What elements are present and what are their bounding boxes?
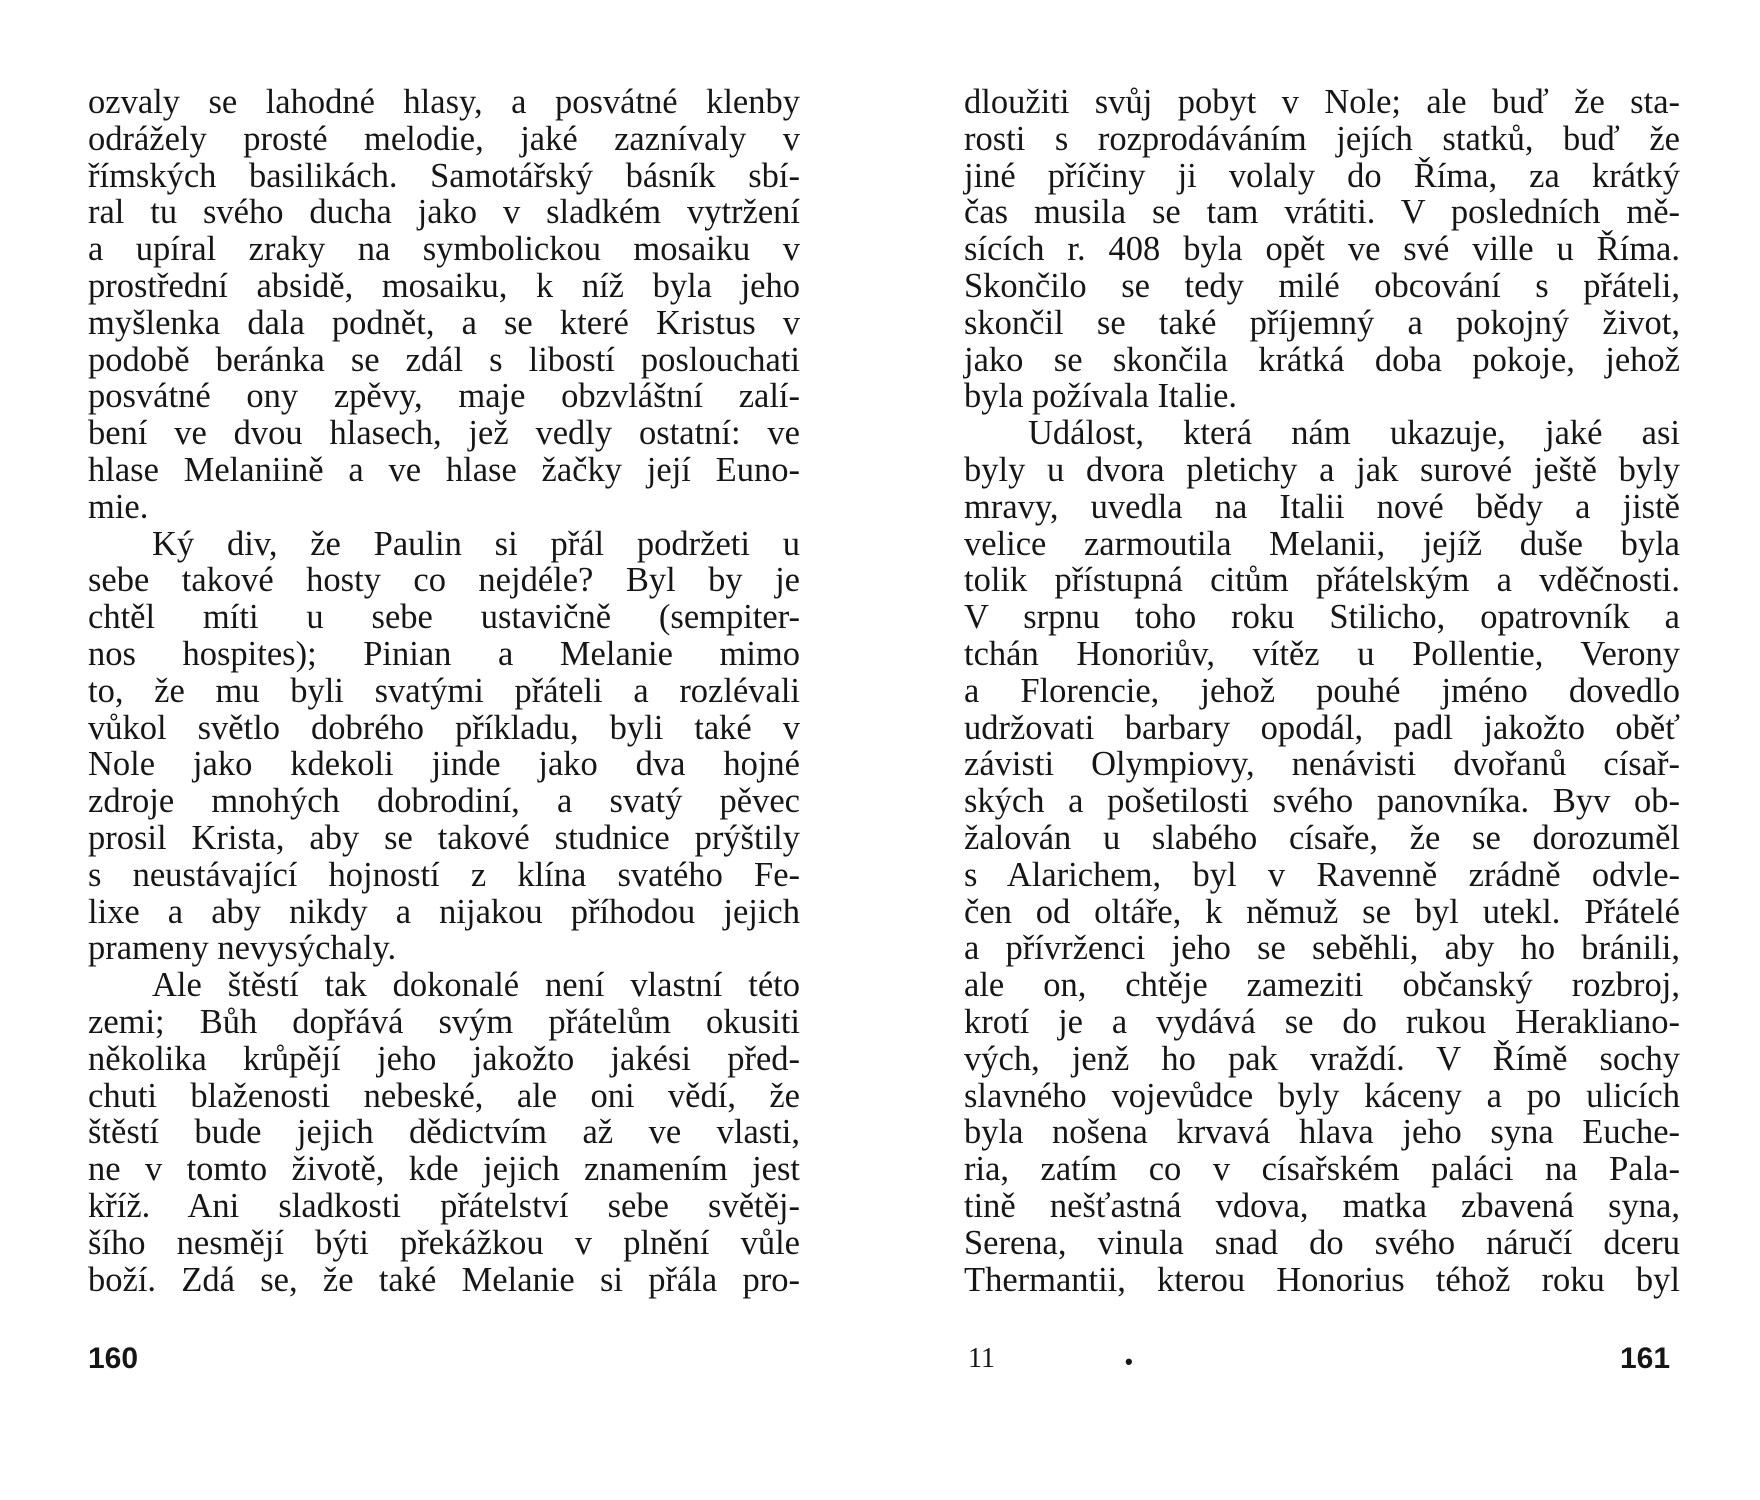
- text-line: V srpnu toho roku Stilicho, opatrovník a: [964, 598, 1680, 637]
- text-line: ozvaly se lahodné hlasy, a posvátné klenby: [88, 83, 800, 121]
- text-line: zemi; Bůh dopřává svým přátelům okusiti: [88, 1002, 800, 1041]
- text-line: štěstí bude jejich dědictvím až ve vlasti,: [88, 1113, 800, 1152]
- text-line: zdroje mnohých dobrodiní, a svatý pěvec: [88, 782, 800, 821]
- text-line: ne v tomto životě, kde jejich znamením jest: [88, 1150, 800, 1189]
- text-line: a přívrženci jeho se seběhli, aby ho bránili,: [964, 929, 1680, 968]
- text-line: sebe takové hosty co nejdéle? Byl by je: [88, 561, 800, 600]
- page-number: 160: [88, 1342, 139, 1375]
- text-line: slavného vojevůdce byly káceny a po ulicích: [964, 1076, 1680, 1115]
- text-line: římských basilikách. Samotářský básník sbí-: [88, 156, 800, 195]
- signature-mark: 11: [968, 1343, 995, 1374]
- text-line: krotí je a vydává se do rukou Herakliano-: [964, 1002, 1680, 1041]
- right-page-text: [964, 84, 1680, 1298]
- text-line: prosil Krista, aby se takové studnice prýštily: [88, 818, 800, 857]
- text-line: dloužiti svůj pobyt v Nole; ale buď že sta-: [964, 83, 1680, 121]
- text-line: bení ve dvou hlasech, jež vedly ostatní: ve: [88, 414, 800, 453]
- text-line: s Alarichem, byl v Ravenně zrádně odvle-: [964, 855, 1680, 894]
- text-line: byla nošena krvavá hlava jeho syna Euche-: [964, 1113, 1680, 1152]
- text-line: odrážely prosté melodie, jaké zaznívaly v: [88, 119, 800, 158]
- text-line: tchán Honoriův, vítěz u Pollentie, Verony: [964, 634, 1680, 673]
- text-line: a Florencie, jehož pouhé jméno dovedlo: [964, 671, 1680, 710]
- text-line: byly u dvora pletichy a jak surové ještě byly: [964, 450, 1680, 489]
- text-line: to, že mu byli svatými přáteli a rozlévali: [88, 671, 800, 710]
- text-line: Nole jako kdekoli jinde jako dva hojné: [88, 745, 800, 784]
- text-line: jiné příčiny ji volaly do Říma, za krátký: [964, 156, 1680, 195]
- text-line: Serena, vinula snad do svého náručí dceru: [964, 1223, 1680, 1262]
- text-line: ale on, chtěje zameziti občanský rozbroj,: [964, 966, 1680, 1005]
- left-page-text: [88, 84, 800, 1298]
- text-line: prameny nevysýchaly.: [88, 929, 397, 968]
- text-line: vých, jenž ho pak vraždí. V Římě sochy: [964, 1039, 1680, 1078]
- text-line: hlase Melaniině a ve hlase žačky její Euno-: [88, 450, 800, 489]
- text-line: sících r. 408 byla opět ve své ville u Říma.: [964, 230, 1680, 269]
- text-line: rosti s rozprodáváním jejích statků, buď že: [964, 119, 1680, 158]
- right-page: [880, 0, 1760, 1500]
- bullet-mark: •: [1125, 1349, 1133, 1374]
- text-line: Thermantii, kterou Honorius téhož roku byl: [964, 1260, 1680, 1299]
- text-line: tině nešťastná vdova, matka zbavená syna,: [964, 1186, 1680, 1225]
- text-line: myšlenka dala podnět, a se které Kristus v: [88, 303, 800, 342]
- text-line: udržovati barbary opodál, padl jakožto oběť: [964, 708, 1680, 747]
- text-line: prostřední absidě, mosaiku, k níž byla jeho: [88, 266, 800, 305]
- text-line: posvátné ony zpěvy, maje obzvláštní zalí-: [88, 377, 800, 416]
- text-line: vůkol světlo dobrého příkladu, byli také v: [88, 708, 800, 747]
- text-line: Skončilo se tedy milé obcování s přáteli,: [964, 266, 1680, 305]
- text-line: ral tu svého ducha jako v sladkém vytržení: [88, 193, 800, 232]
- text-line: kříž. Ani sladkosti přátelství sebe světěj-: [88, 1186, 800, 1225]
- text-line: Událost, která nám ukazuje, jaké asi: [1028, 414, 1680, 453]
- text-line: Ký div, že Paulin si přál podržeti u: [152, 524, 800, 563]
- text-line: mie.: [88, 487, 149, 526]
- text-line: boží. Zdá se, že také Melanie si přála pro-: [88, 1260, 800, 1299]
- text-line: ria, zatím co v císařském paláci na Pala-: [964, 1150, 1680, 1189]
- text-line: lixe a aby nikdy a nijakou příhodou jejich: [88, 892, 800, 931]
- text-line: Ale štěstí tak dokonalé není vlastní této: [152, 966, 800, 1005]
- text-line: několika krůpějí jeho jakožto jakési před-: [88, 1039, 800, 1078]
- text-line: mravy, uvedla na Italii nové bědy a jistě: [964, 487, 1680, 526]
- text-line: tolik přístupná citům přátelským a vděčnosti.: [964, 561, 1680, 600]
- text-line: žalován u slabého císaře, že se dorozuměl: [964, 818, 1680, 857]
- text-line: velice zarmoutila Melanii, jejíž duše byla: [964, 524, 1680, 563]
- text-line: závisti Olympiovy, nenávisti dvořanů císař-: [964, 745, 1680, 784]
- text-line: a upíral zraky na symbolickou mosaiku v: [88, 230, 800, 269]
- text-line: chtěl míti u sebe ustavičně (sempiter-: [88, 598, 800, 637]
- text-line: chuti blaženosti nebeské, ale oni vědí, že: [88, 1076, 800, 1115]
- text-line: čen od oltáře, k němuž se byl utekl. Přátelé: [964, 892, 1680, 931]
- page-number: 161: [1620, 1342, 1671, 1375]
- text-line: šího nesmějí býti překážkou v plnění vůle: [88, 1223, 800, 1262]
- text-line: ských a pošetilosti svého panovníka. Byv ob-: [964, 782, 1680, 821]
- text-line: podobě beránka se zdál s libostí poslouchati: [88, 340, 800, 379]
- text-line: čas musila se tam vrátiti. V posledních mě-: [964, 193, 1680, 232]
- text-line: nos hospites); Pinian a Melanie mimo: [88, 634, 800, 673]
- text-line: jako se skončila krátká doba pokoje, jehož: [964, 340, 1680, 379]
- text-line: skončil se také příjemný a pokojný život,: [964, 303, 1680, 342]
- text-line: byla požívala Italie.: [964, 377, 1238, 416]
- text-line: s neustávající hojností z klína svatého Fe-: [88, 855, 800, 894]
